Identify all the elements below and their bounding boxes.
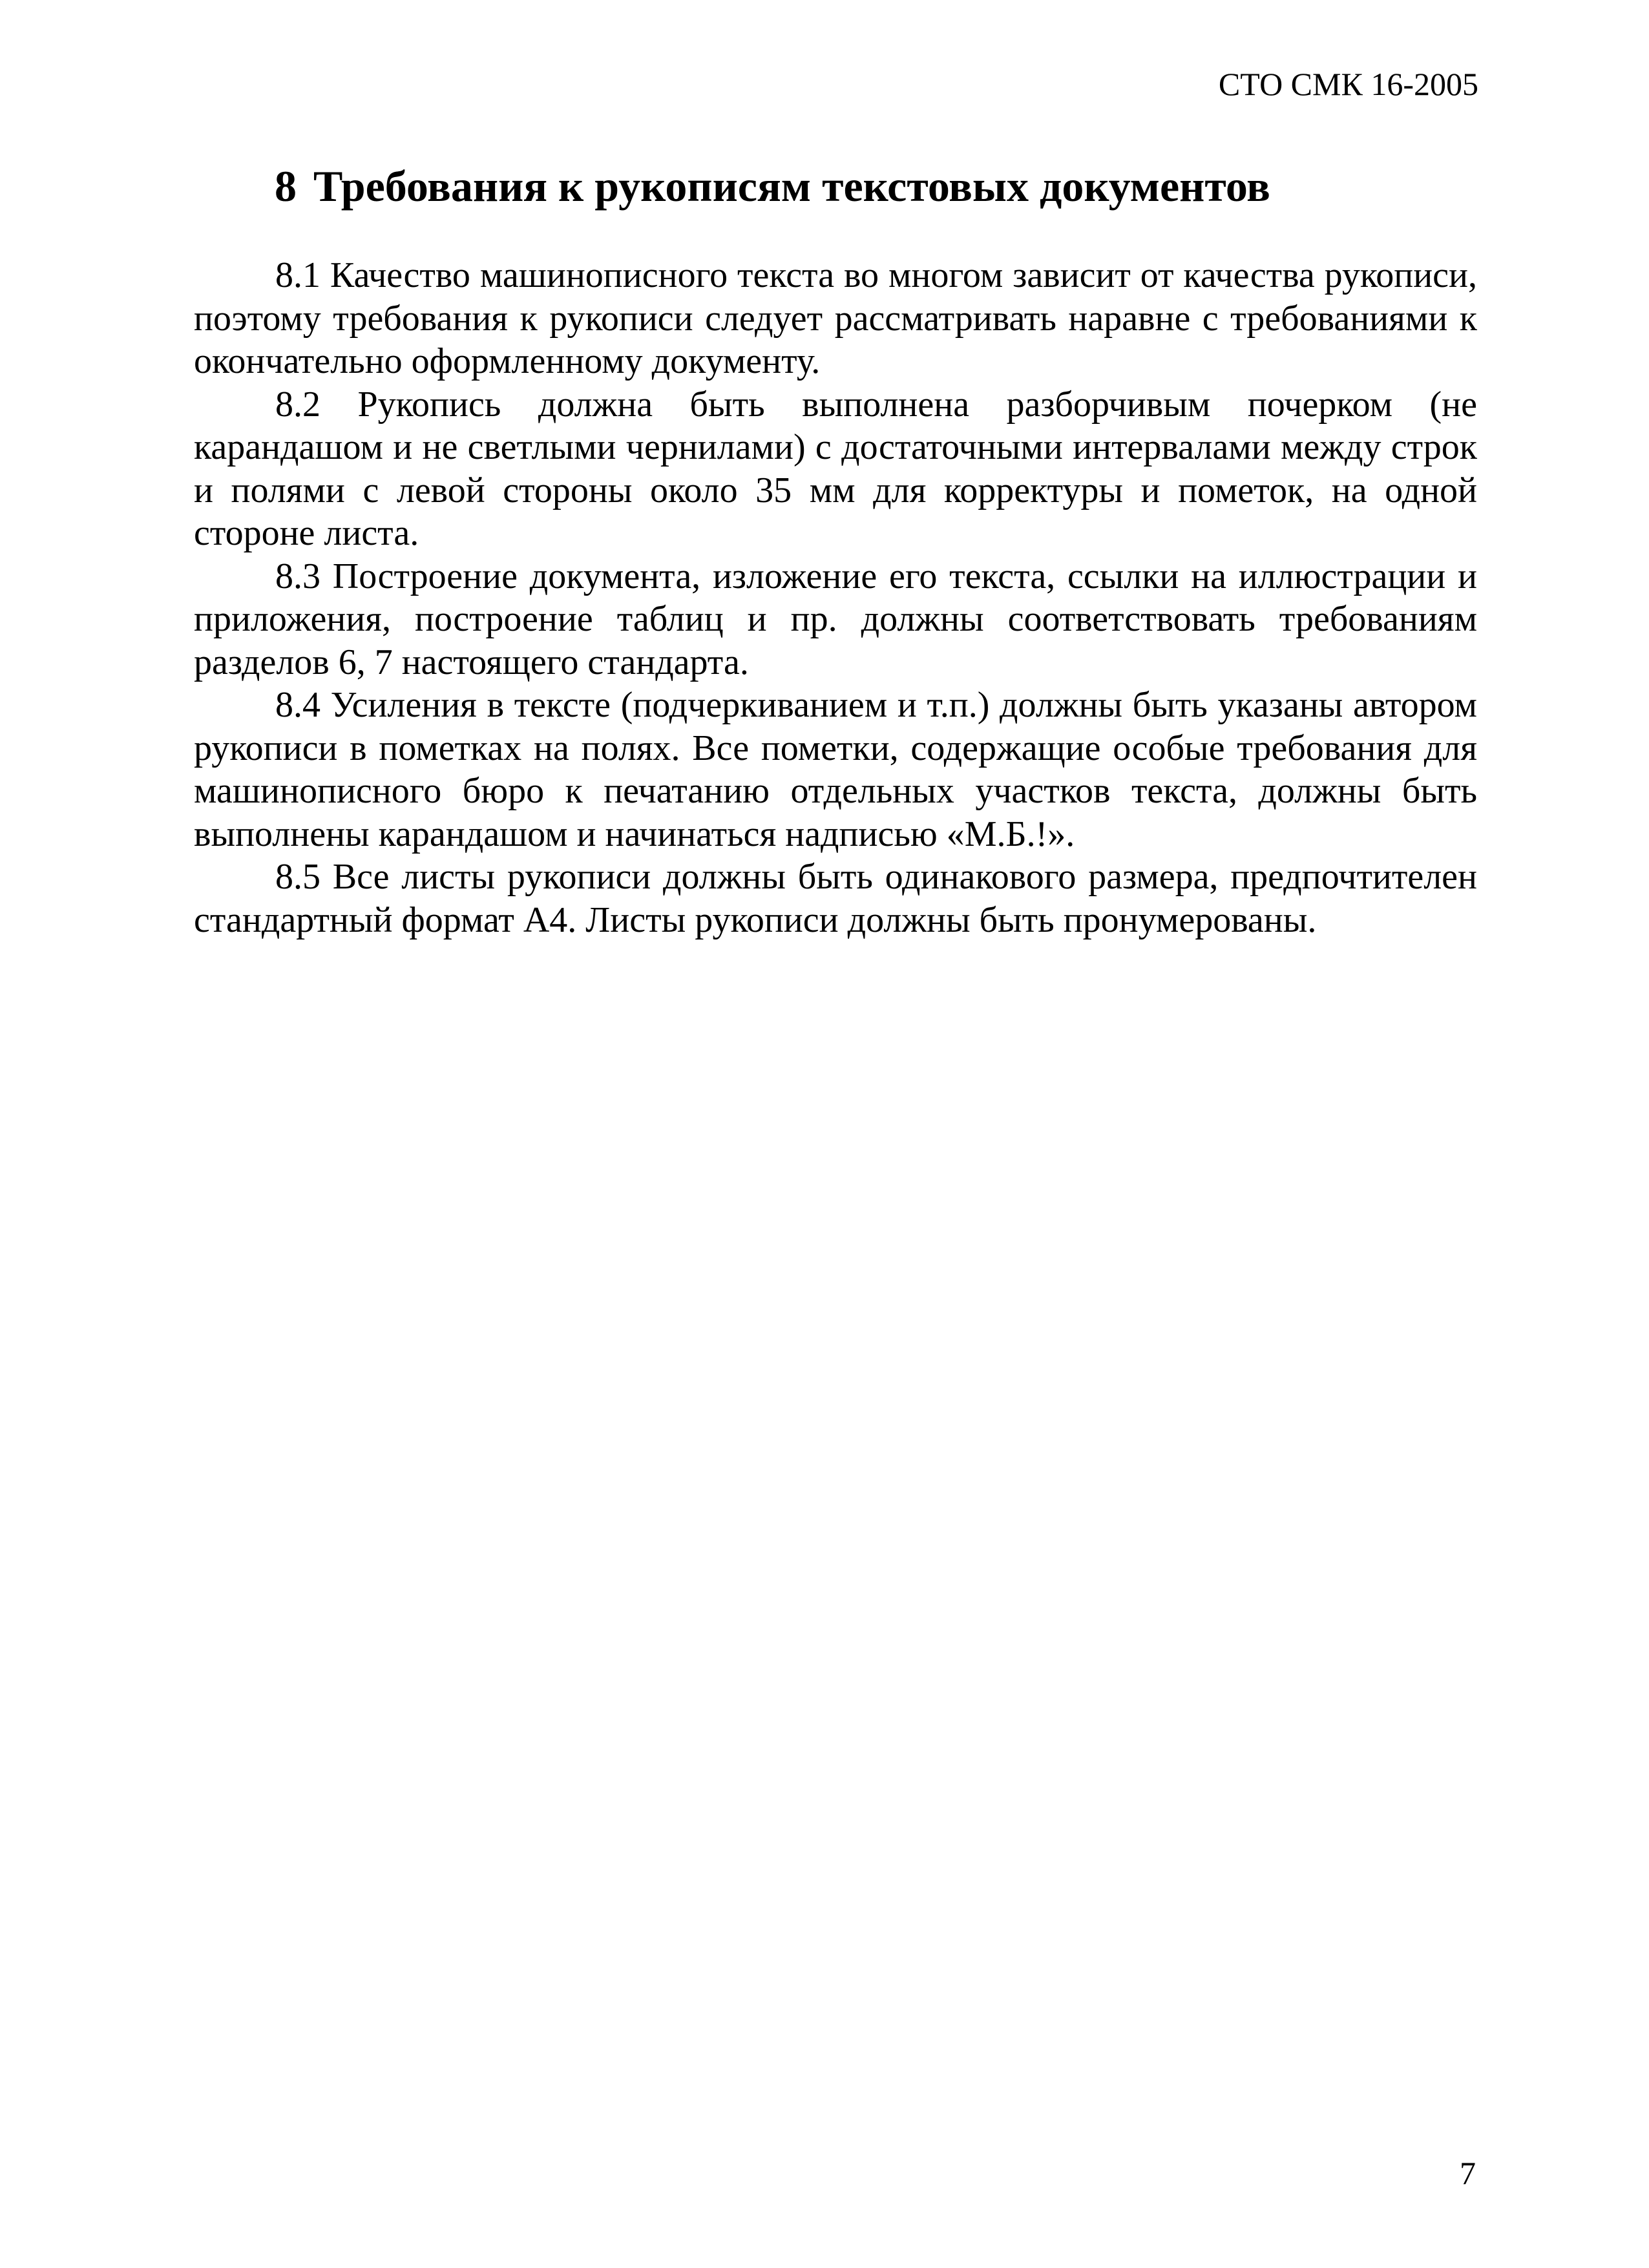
document-code: СТО СМК 16-2005 [1218, 66, 1478, 102]
paragraph-8-4: 8.4 Усиления в тексте (подчеркиванием и т.п.) должны быть указаны автором рукописи в пометках на полях. Все пометки, содержащие особые требования для машинописного бюро к печатанию отдельных участков текста, должны быть выполнены карандашом и начинаться надписью «М.Б.!». [194, 685, 1477, 854]
section-heading [275, 160, 1270, 212]
paragraph-8-3: 8.3 Построение документа, изложение его текста, ссылки на иллюстрации и приложения, построение таблиц и пр. должны соответствовать требованиям разделов 6, 7 настоящего стандарта. [194, 556, 1477, 682]
section-title-text: Требования к рукописям текстовых документов [313, 162, 1270, 211]
paragraph-8-1: 8.1 Качество машинописного текста во многом зависит от качества рукописи, поэтому требования к рукописи следует рассматривать наравне с требованиями к окончательно оформленному документу. [194, 255, 1477, 381]
paragraph-8-2: 8.2 Рукопись должна быть выполнена разборчивым почерком (не карандашом и не светлыми чернилами) с достаточными интервалами между строк и полями с левой стороны около 35 мм для корректуры и пометок, на одной стороне листа. [194, 384, 1477, 553]
page-number: 7 [1460, 2155, 1476, 2191]
section-body [194, 254, 1477, 941]
section-number: 8 [275, 162, 297, 211]
paragraph-8-5: 8.5 Все листы рукописи должны быть одинакового размера, предпочтителен стандартный формат А4. Листы рукописи должны быть пронумерованы. [194, 857, 1477, 940]
